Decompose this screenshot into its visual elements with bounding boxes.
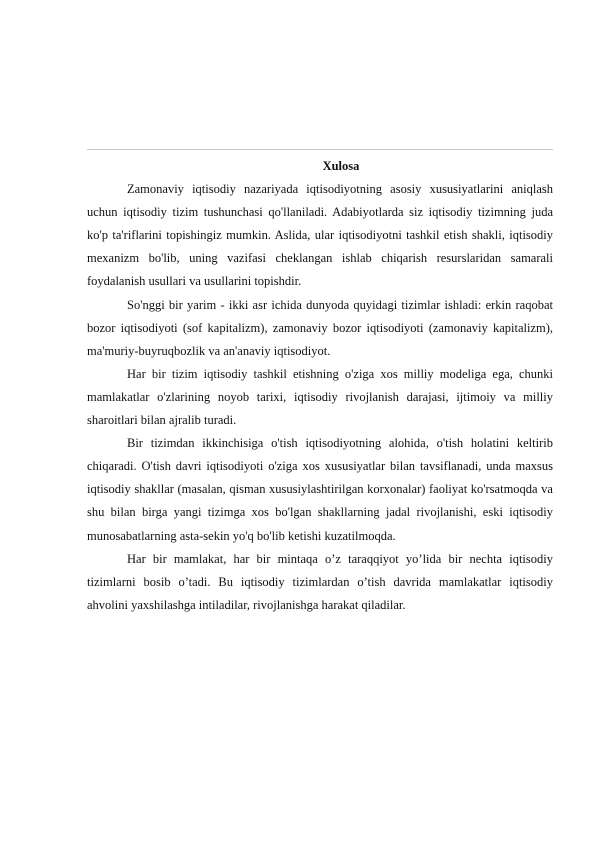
header-divider [87,149,553,150]
paragraph-3: Har bir tizim iqtisodiy tashkil etishning o'ziga xos milliy modeliga ega, chunki mamlakatlar o'zlarining noyob tarixi, iqtisodiy rivojlanish darajasi, ijtimoiy va milliy sharoitlari bilan ajralib turadi. [87,366,553,428]
paragraph-5: Har bir mamlakat, har bir mintaqa o’z taraqqiyot yo’lida bir nechta iqtisodiy tizimlarni bosib o’tadi. Bu iqtisodiy tizimlardan o’tish davrida mamlakatlar iqtisodiy ahvolini yaxshilashga intiladilar, rivojlanishga harakat qiladilar. [87,551,553,612]
document-body [87,155,553,617]
paragraph-2: So'nggi bir yarim - ikki asr ichida dunyoda quyidagi tizimlar ishladi: erkin raqobat bozor iqtisodiyoti (sof kapitalizm), zamonaviy bozor iqtisodiyoti (zamonaviy kapitalizm), ma'muriy-buyruqbozlik va an'anaviy iqtisodiyot. [87,297,553,358]
paragraph-4: Bir tizimdan ikkinchisiga o'tish iqtisodiyotning alohida, o'tish holatini keltirib chiqaradi. O'tish davri iqtisodiyoti o'ziga xos xususiyatlar bilan tavsiflanadi, unda maxsus iqtisodiy shakllar (masalan, qisman xususiylashtirilgan korxonalar) faoliyat ko'rsatmoqda va shu bilan birga yangi tizimga xos bo'lgan shakllarning jadal rivojlanishi, eski iqtisodiy munosabatlarning asta-sekin yo'q bo'lib ketishi kuzatilmoqda. [87,436,553,543]
section-title: Xulosa [322,159,360,173]
paragraph-1: Zamonaviy iqtisodiy nazariyada iqtisodiyotning asosiy xususiyatlarini aniqlash uchun iqtisodiy tizim tushunchasi qo'llaniladi. Adabiyotlarda siz iqtisodiy tizimning juda ko'p ta'riflarini topishingiz mumkin. Aslida, ular iqtisodiyotni tashkil etish shakli, iqtisodiy mexanizm bo'lib, uning vazifasi cheklangan ishlab chiqarish resurslaridan samarali foydalanish usullari va usullarini topishdir. [87,182,553,289]
